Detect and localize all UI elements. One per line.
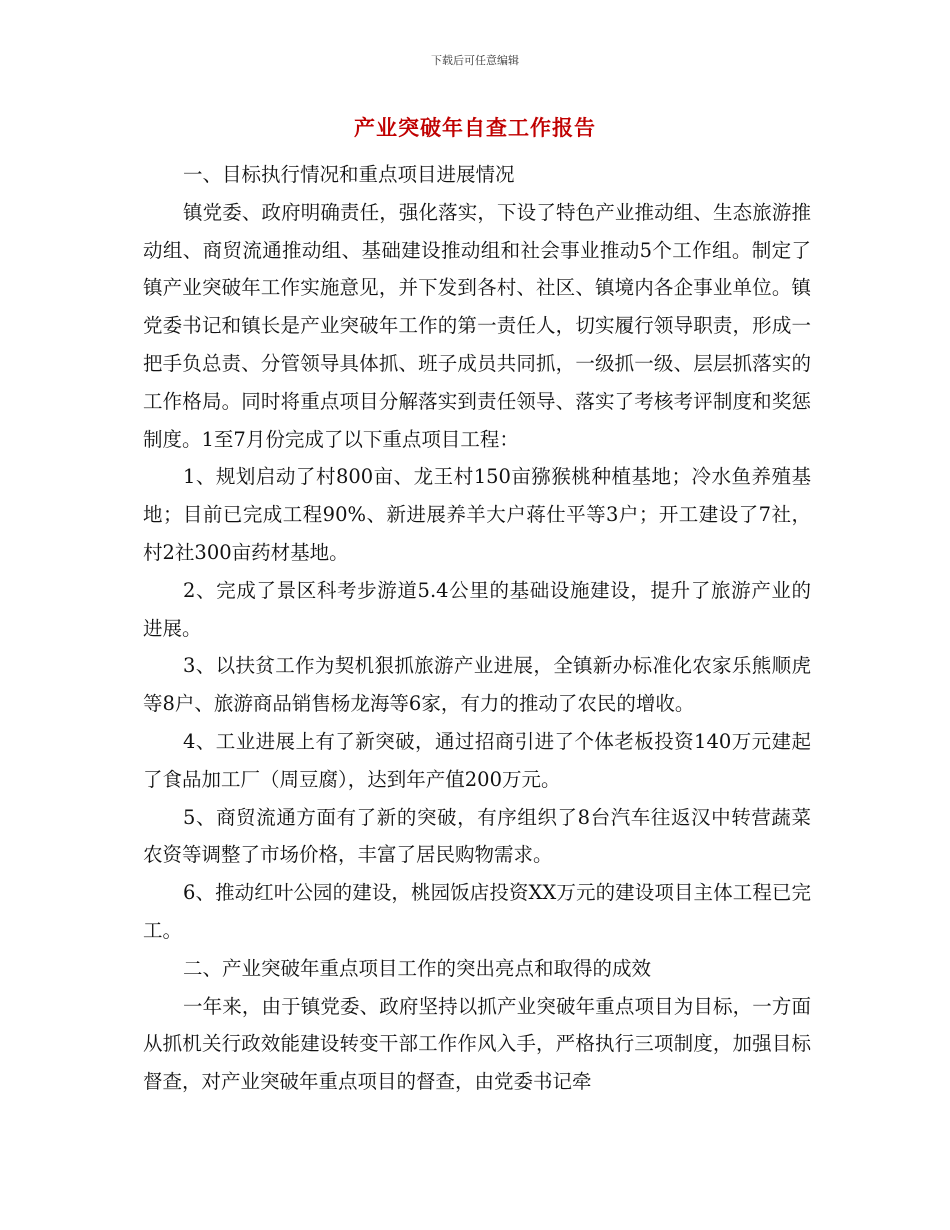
header-note: 下载后可任意编辑 — [431, 54, 519, 67]
list-item: 6、推动红叶公园的建设，桃园饭店投资XX万元的建设项目主体工程已完工。 — [143, 881, 811, 942]
document-title: 产业突破年自查工作报告 — [354, 115, 596, 140]
list-item: 1、规划启动了村800亩、龙王村150亩猕猴桃种植基地；冷水鱼养殖基地；目前已完成工程90%、新进展养羊大户蒋仕平等3户；开工建设了7社，村2社300亩药材基地。 — [143, 465, 811, 564]
paragraph: 一年来，由于镇党委、政府坚持以抓产业突破年重点项目为目标，一方面从抓机关行政效能建设转变干部工作作风入手，严格执行三项制度，加强目标督查，对产业突破年重点项目的督查，由党委书记牵 — [143, 994, 811, 1094]
section-heading-2: 二、产业突破年重点项目工作的突出亮点和取得的成效 — [183, 956, 652, 980]
paragraph: 镇党委、政府明确责任，强化落实，下设了特色产业推动组、生态旅游推动组、商贸流通推动组、基础建设推动组和社会事业推动5个工作组。制定了镇产业突破年工作实施意见，并下发到各村、社区、镇境内各企事业单位。镇党委书记和镇长是产业突破年工作的第一责任人，切实履行领导职责，形成一把手负总责、分管领导具体抓、班子成员共同抓，一级抓一级、层层抓落实的工作格局。同时将重点项目分解落实到责任领导、落实了考核考评制度和奖惩制度。1至7月份完成了以下重点项目工程： — [143, 200, 811, 451]
section-heading-1: 一、目标执行情况和重点项目进展情况 — [183, 163, 515, 186]
document-body — [143, 156, 811, 1101]
list-item: 4、工业进展上有了新突破，通过招商引进了个体老板投资140万元建起了食品加工厂（周豆腐），达到年产值200万元。 — [143, 729, 811, 791]
list-item: 2、完成了景区科考步游道5.4公里的基础设施建设，提升了旅游产业的进展。 — [143, 578, 811, 640]
list-item: 5、商贸流通方面有了新的突破，有序组织了8台汽车往返汉中转营蔬菜农资等调整了市场价格，丰富了居民购物需求。 — [143, 805, 811, 867]
list-item: 3、以扶贫工作为契机狠抓旅游产业进展，全镇新办标准化农家乐熊顺虎等8户、旅游商品销售杨龙海等6家，有力的推动了农民的增收。 — [143, 654, 811, 716]
